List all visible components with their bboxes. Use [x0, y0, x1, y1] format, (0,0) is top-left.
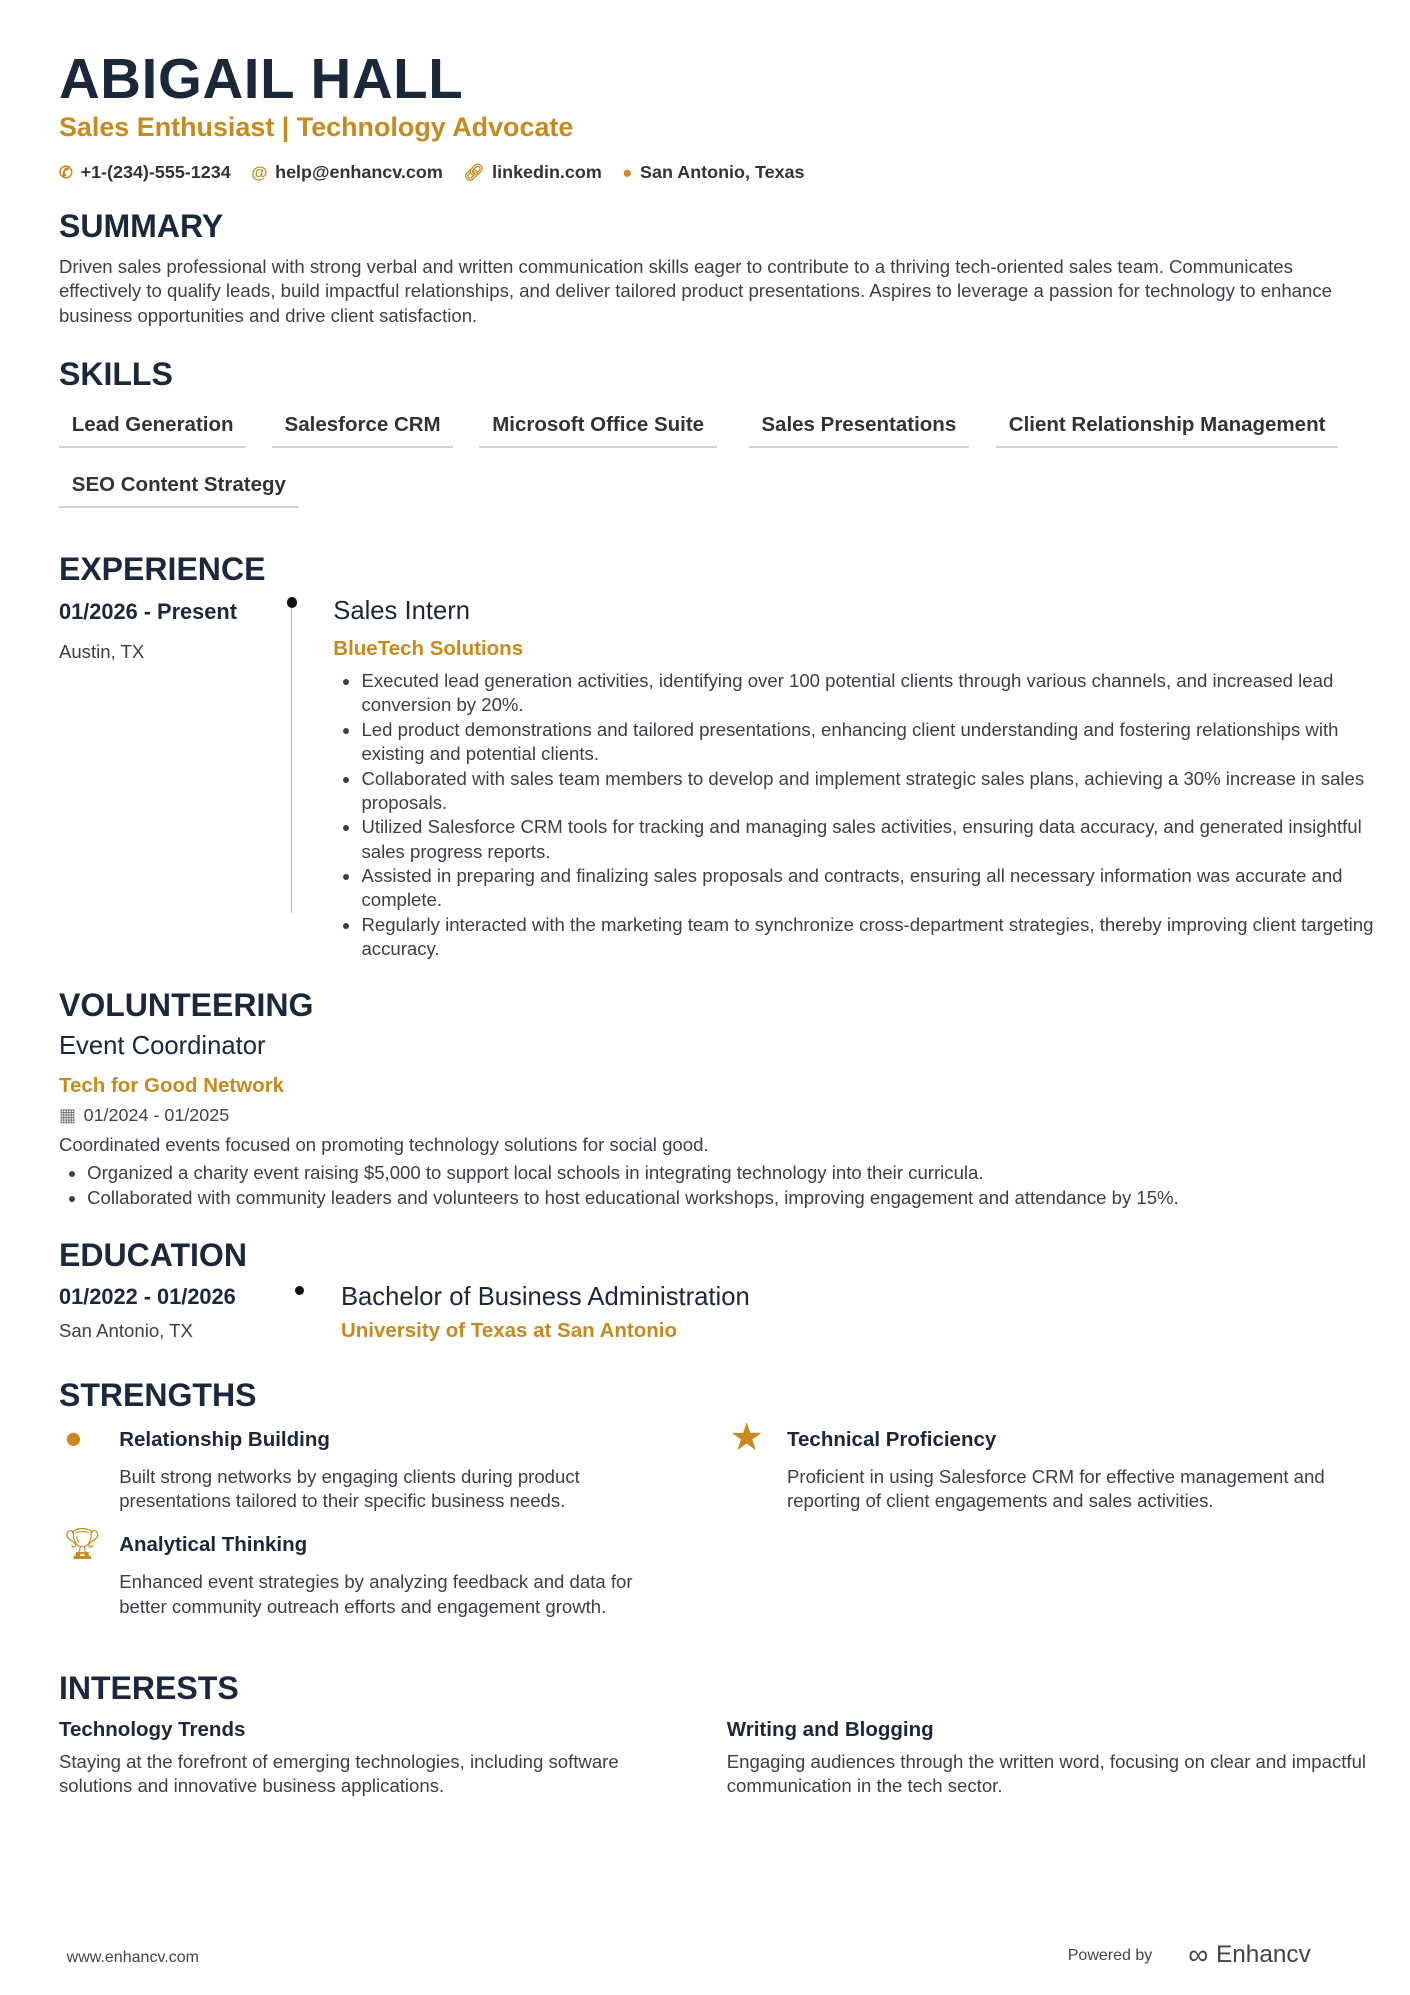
strength-text: Proficient in using Salesforce CRM for effective management and reporting of client engagements and sales activities.: [787, 1466, 1325, 1512]
volunteering-heading: VOLUNTEERING: [58, 986, 314, 1023]
list-item: • Executed lead generation activities, identifying over 100 potential clients through various channels, and increased lead conversion by 20%.: [361, 669, 1374, 718]
skill-chip: Microsoft Office Suite: [479, 413, 716, 448]
volunteering-dates: ▦ 01/2024 - 01/2025: [58, 1104, 230, 1125]
list-item: • Collaborated with community leaders and volunteers to host educational workshops, improving engagement and attendance by 15%.: [87, 1186, 1394, 1210]
experience-heading: EXPERIENCE: [58, 551, 266, 588]
footer-website[interactable]: www.enhancv.com: [66, 1948, 199, 1967]
interest-title: Writing and Blogging: [726, 1717, 934, 1741]
footer-powered-by: Powered by: [1067, 1945, 1153, 1964]
strength-title: Relationship Building: [119, 1427, 330, 1451]
strengths-heading: STRENGTHS: [58, 1376, 257, 1413]
skill-chip: Lead Generation: [59, 413, 246, 448]
link-icon: 🔗︎: [463, 162, 485, 182]
strength-title: Analytical Thinking: [119, 1533, 308, 1557]
volunteering-desc: Coordinated events focused on promoting technology solutions for social good.: [58, 1134, 709, 1156]
timeline-line: [291, 608, 292, 913]
timeline-dot: [287, 597, 297, 607]
interest-text: Staying at the forefront of emerging technologies, including software solutions and innovative business applications.: [58, 1750, 619, 1797]
volunteering-org: Tech for Good Network: [58, 1074, 285, 1098]
contact-location: ● San Antonio, Texas: [622, 161, 805, 182]
candidate-title: Sales Enthusiast | Technology Advocate: [58, 111, 574, 142]
experience-role: Sales Intern: [333, 597, 471, 626]
strength-title: Technical Proficiency: [787, 1427, 997, 1451]
summary-text: Driven sales professional with strong verbal and written communication skills eager to contribute to a thriving tech-oriented sales team. Communicates effectively to qualify leads, build impactful relationships, and deliver tailored product presentations. Aspires to leverage a passion for technology to enhance business opportunities and drive client satisfaction.: [58, 256, 1332, 326]
list-item: • Collaborated with sales team members to develop and implement strategic sales plans, achieving a 30% increase in sales proposals.: [361, 767, 1374, 816]
location-icon: ●: [622, 162, 633, 182]
contact-linkedin[interactable]: 🔗︎ linkedin.com: [463, 161, 602, 182]
education-heading: EDUCATION: [58, 1236, 247, 1273]
phone-icon: ✆: [58, 162, 73, 182]
experience-bullets: [333, 669, 1374, 961]
summary-heading: SUMMARY: [58, 207, 224, 244]
experience-location: Austin, TX: [58, 640, 145, 662]
skill-chip: Sales Presentations: [749, 413, 969, 448]
education-degree: Bachelor of Business Administration: [340, 1283, 750, 1312]
strength-text: Built strong networks by engaging clients during product presentations tailored to their specific business needs.: [119, 1466, 580, 1512]
experience-company: BlueTech Solutions: [333, 637, 524, 661]
list-item: • Organized a charity event raising $5,000 to support local schools in integrating technology into their curricula.: [87, 1161, 1394, 1185]
star-icon: ★: [729, 1416, 764, 1460]
education-school: University of Texas at San Antonio: [340, 1318, 677, 1342]
timeline-dot: [295, 1286, 304, 1295]
at-icon: @: [251, 162, 268, 182]
experience-date: 01/2026 - Present: [58, 598, 237, 624]
contact-bar: [59, 162, 805, 183]
head-icon: ●: [64, 1420, 83, 1456]
list-item: • Regularly interacted with the marketing team to synchronize cross-department strategies, thereby improving client targeting accuracy.: [361, 913, 1374, 962]
strength-text: Enhanced event strategies by analyzing feedback and data for better community outreach efforts and engagement growth.: [119, 1571, 633, 1617]
calendar-icon: ▦: [58, 1104, 76, 1125]
enhancv-logo-icon: ∞: [1188, 1938, 1209, 1971]
interest-text: Engaging audiences through the written word, focusing on clear and impactful communication in the tech sector.: [726, 1750, 1367, 1797]
skills-heading: SKILLS: [58, 356, 173, 393]
trophy-icon: 🏆︎: [62, 1526, 102, 1562]
education-dates: 01/2022 - 01/2026: [58, 1284, 236, 1310]
interests-heading: INTERESTS: [58, 1670, 239, 1707]
list-item: • Assisted in preparing and finalizing sales proposals and contracts, ensuring all necessary information was accurate and complete.: [361, 864, 1374, 913]
skill-chip: Salesforce CRM: [272, 413, 454, 448]
contact-email[interactable]: @ help@enhancv.com: [251, 161, 443, 182]
enhancv-logo[interactable]: ∞ Enhancv: [1188, 1938, 1311, 1971]
contact-phone[interactable]: ✆ +1-(234)-555-1234: [58, 161, 231, 182]
candidate-name: ABIGAIL HALL: [58, 47, 464, 111]
education-location: San Antonio, TX: [58, 1319, 193, 1341]
skill-chip: Client Relationship Management: [996, 413, 1338, 448]
skill-chip: SEO Content Strategy: [59, 473, 299, 508]
interest-title: Technology Trends: [58, 1717, 246, 1741]
list-item: • Led product demonstrations and tailored presentations, enhancing client understanding and fostering relationships with existing and potential clients.: [361, 718, 1374, 767]
volunteering-role: Event Coordinator: [58, 1031, 266, 1060]
volunteering-bullets: [59, 1161, 1395, 1210]
list-item: • Utilized Salesforce CRM tools for tracking and managing sales activities, ensuring data accuracy, and generated insightful sales progress reports.: [361, 815, 1374, 864]
